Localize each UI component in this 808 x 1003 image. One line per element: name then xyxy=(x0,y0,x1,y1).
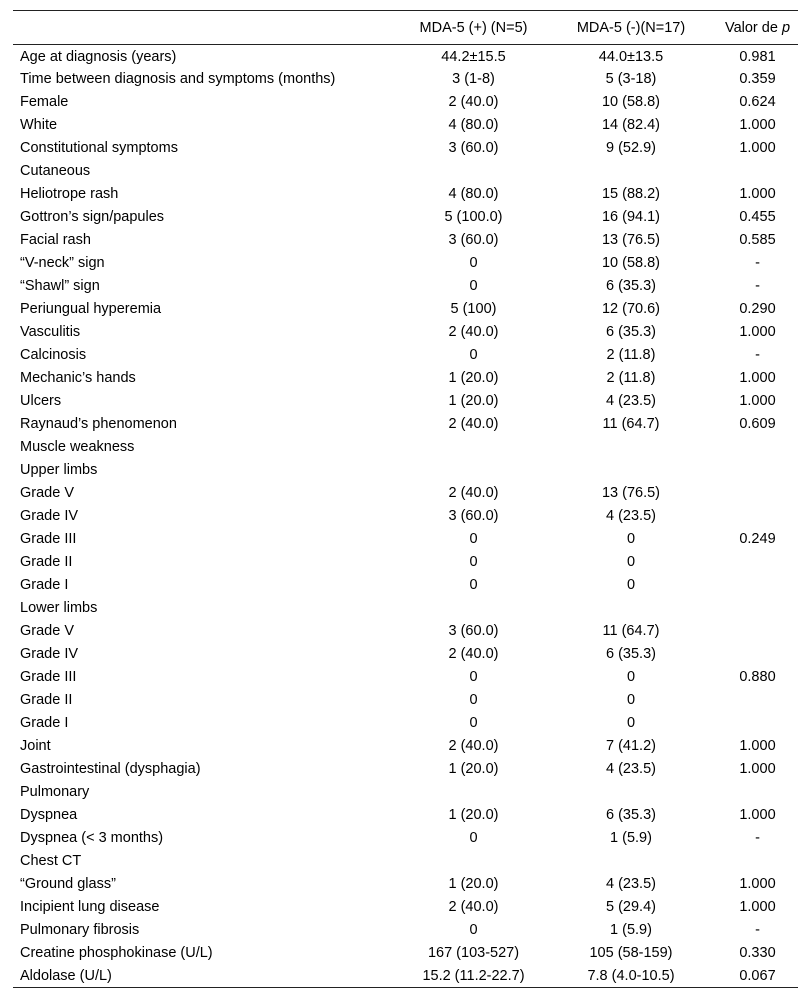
mda5-positive-value: 2 (40.0) xyxy=(448,324,499,340)
mda5-negative-value: 7.8 (4.0-10.5) xyxy=(587,967,675,984)
p-value: 0.609 xyxy=(739,416,776,432)
mda5-negative-value xyxy=(545,597,717,620)
mda5-positive-value: 15.2 (11.2-22.7) xyxy=(422,967,525,984)
table-row xyxy=(13,643,798,666)
p-value: 1.000 xyxy=(739,761,776,777)
row-label: “Shawl” sign xyxy=(20,278,100,294)
table-row xyxy=(13,114,798,137)
table-row xyxy=(13,919,798,942)
row-label: Aldolase (U/L) xyxy=(20,967,112,984)
mda5-negative-value: 15 (88.2) xyxy=(601,186,661,202)
mda5-negative-value: 14 (82.4) xyxy=(601,117,661,133)
row-label: Creatine phosphokinase (U/L) xyxy=(20,945,213,961)
table-row xyxy=(13,45,798,68)
table-row xyxy=(13,344,798,367)
row-label: “V-neck” sign xyxy=(20,255,105,271)
mda5-positive-value xyxy=(402,850,545,873)
mda5-positive-value xyxy=(402,459,545,482)
mda5-positive-value: 0 xyxy=(469,554,478,570)
table-row xyxy=(13,252,798,275)
mda5-positive-value: 4 (80.0) xyxy=(448,117,499,133)
table-row xyxy=(13,712,798,735)
mda5-positive-value: 1 (20.0) xyxy=(448,876,499,892)
table-row xyxy=(13,528,798,551)
mda5-positive-value: 3 (60.0) xyxy=(448,623,499,639)
header-mda5-negative: MDA-5 (-)(N=17) xyxy=(576,19,686,36)
p-value xyxy=(717,574,798,597)
mda5-negative-value: 0 xyxy=(626,692,636,708)
p-value: 1.000 xyxy=(739,807,776,823)
table-row xyxy=(13,137,798,160)
row-label: Incipient lung disease xyxy=(20,899,160,915)
header-p-italic: p xyxy=(781,19,791,36)
mda5-positive-value: 3 (60.0) xyxy=(448,508,499,524)
p-value: 0.585 xyxy=(739,232,776,248)
p-value: 1.000 xyxy=(739,899,776,915)
row-label: Periungual hyperemia xyxy=(20,301,162,317)
p-value: 1.000 xyxy=(739,393,776,409)
p-value xyxy=(717,620,798,643)
p-value: 0.880 xyxy=(739,669,776,685)
p-value: - xyxy=(755,278,760,294)
table-row xyxy=(13,91,798,114)
mda5-negative-value: 5 (3-18) xyxy=(605,71,657,87)
mda5-negative-value: 1 (5.9) xyxy=(610,830,652,846)
p-value: - xyxy=(755,830,760,846)
mda5-positive-value: 2 (40.0) xyxy=(448,416,499,432)
row-label: Grade I xyxy=(20,577,69,593)
table-row xyxy=(13,390,798,413)
table-row xyxy=(13,735,798,758)
table-row xyxy=(13,781,798,804)
row-label: Grade II xyxy=(20,554,73,570)
row-label: Grade IV xyxy=(20,508,79,524)
row-label: White xyxy=(20,117,58,133)
table-header xyxy=(13,11,798,45)
mda5-positive-value xyxy=(402,781,545,804)
row-label: Grade III xyxy=(20,531,77,547)
mda5-negative-value: 10 (58.8) xyxy=(601,94,661,110)
mda5-positive-value: 1 (20.0) xyxy=(448,370,499,386)
mda5-negative-value: 4 (23.5) xyxy=(606,508,656,524)
mda5-negative-value: 0 xyxy=(626,554,636,570)
p-value xyxy=(717,551,798,574)
row-label: Grade IV xyxy=(20,646,79,662)
row-label: Age at diagnosis (years) xyxy=(20,49,177,66)
mda5-negative-value: 0 xyxy=(626,715,636,731)
mda5-positive-value: 0 xyxy=(469,347,478,363)
table-row xyxy=(13,666,798,689)
mda5-negative-value: 6 (35.3) xyxy=(606,278,656,294)
row-label: Heliotrope rash xyxy=(20,186,119,202)
results-table xyxy=(13,10,798,988)
mda5-positive-value: 2 (40.0) xyxy=(448,485,499,501)
row-label: Facial rash xyxy=(20,232,91,248)
table-body xyxy=(13,45,798,988)
mda5-negative-value: 5 (29.4) xyxy=(606,899,656,915)
mda5-positive-value: 0 xyxy=(469,830,478,846)
p-value: 1.000 xyxy=(739,876,776,892)
table-row xyxy=(13,551,798,574)
p-value xyxy=(717,482,798,505)
row-label: Chest CT xyxy=(20,853,82,869)
table-row xyxy=(13,68,798,91)
p-value: 1.000 xyxy=(739,117,776,133)
row-label: Joint xyxy=(20,738,51,754)
row-label: Ulcers xyxy=(20,393,62,409)
row-label: Gottron’s sign/papules xyxy=(20,209,165,225)
mda5-negative-value: 4 (23.5) xyxy=(606,876,656,892)
p-value: 0.249 xyxy=(739,531,776,547)
row-label: Grade I xyxy=(20,715,69,731)
row-label: Pulmonary xyxy=(20,784,90,800)
row-label: Gastrointestinal (dysphagia) xyxy=(20,761,201,777)
row-label: Grade V xyxy=(20,485,74,501)
row-label: Grade III xyxy=(20,669,77,685)
mda5-positive-value xyxy=(402,436,545,459)
mda5-negative-value xyxy=(545,160,717,183)
row-label: Cutaneous xyxy=(20,163,91,179)
mda5-positive-value: 4 (80.0) xyxy=(448,186,499,202)
row-label: Time between diagnosis and symptoms (months) xyxy=(20,71,336,87)
p-value: 0.624 xyxy=(739,94,776,110)
row-label: Lower limbs xyxy=(20,600,98,616)
p-value xyxy=(717,781,798,804)
mda5-positive-value: 3 (60.0) xyxy=(448,140,499,156)
p-value xyxy=(717,689,798,712)
mda5-positive-value: 0 xyxy=(469,278,478,294)
mda5-positive-value: 2 (40.0) xyxy=(448,94,499,110)
p-value: 1.000 xyxy=(739,140,776,156)
table-row xyxy=(13,436,798,459)
mda5-negative-value: 10 (58.8) xyxy=(601,255,661,271)
p-value: 0.067 xyxy=(739,967,776,984)
mda5-negative-value: 1 (5.9) xyxy=(610,922,652,938)
row-label: Calcinosis xyxy=(20,347,87,363)
mda5-positive-value: 44.2±15.5 xyxy=(441,49,506,66)
header-row xyxy=(13,11,798,45)
mda5-positive-value xyxy=(402,597,545,620)
p-value: 1.000 xyxy=(739,186,776,202)
mda5-negative-value: 44.0±13.5 xyxy=(598,49,664,66)
mda5-negative-value: 11 (64.7) xyxy=(602,416,660,432)
p-value: - xyxy=(755,922,760,938)
mda5-positive-value xyxy=(402,160,545,183)
table-row xyxy=(13,298,798,321)
row-label: Dyspnea (< 3 months) xyxy=(20,830,164,846)
mda5-negative-value: 12 (70.6) xyxy=(601,301,661,317)
mda5-negative-value xyxy=(545,781,717,804)
mda5-positive-value: 1 (20.0) xyxy=(448,393,499,409)
mda5-positive-value: 2 (40.0) xyxy=(448,899,499,915)
row-label: Constitutional symptoms xyxy=(20,140,178,156)
mda5-positive-value: 0 xyxy=(469,531,478,547)
mda5-positive-value: 0 xyxy=(469,692,478,708)
table-row xyxy=(13,850,798,873)
table-row xyxy=(13,183,798,206)
p-value xyxy=(717,850,798,873)
mda5-positive-value: 1 (20.0) xyxy=(448,807,499,823)
mda5-positive-value: 0 xyxy=(469,715,478,731)
mda5-negative-value: 0 xyxy=(626,669,636,685)
table-row xyxy=(13,459,798,482)
row-label: Raynaud’s phenomenon xyxy=(20,416,177,432)
header-mda5-positive: MDA-5 (+) (N=5) xyxy=(419,19,528,36)
row-label: Pulmonary fibrosis xyxy=(20,922,140,938)
p-value: 1.000 xyxy=(739,370,776,386)
mda5-negative-value: 4 (23.5) xyxy=(606,393,656,409)
table-row xyxy=(13,827,798,850)
mda5-negative-value: 6 (35.3) xyxy=(606,807,656,823)
table-row xyxy=(13,206,798,229)
header-p-value xyxy=(717,11,798,45)
table-row xyxy=(13,413,798,436)
p-value xyxy=(717,597,798,620)
table-row xyxy=(13,321,798,344)
table-row xyxy=(13,160,798,183)
results-table-container xyxy=(13,10,798,988)
table-row xyxy=(13,597,798,620)
p-value: 0.981 xyxy=(739,49,776,66)
mda5-negative-value: 7 (41.2) xyxy=(606,738,656,754)
row-label: Upper limbs xyxy=(20,462,98,478)
p-value: 0.455 xyxy=(739,209,776,225)
mda5-negative-value xyxy=(545,850,717,873)
mda5-negative-value: 6 (35.3) xyxy=(606,324,656,340)
p-value xyxy=(717,436,798,459)
table-row xyxy=(13,275,798,298)
row-label: “Ground glass” xyxy=(20,876,116,892)
p-value: 0.330 xyxy=(739,945,776,961)
mda5-negative-value: 16 (94.1) xyxy=(601,209,661,225)
mda5-negative-value: 0 xyxy=(626,531,636,547)
row-label: Vasculitis xyxy=(20,324,81,340)
table-row xyxy=(13,505,798,528)
row-label: Grade V xyxy=(20,623,74,639)
mda5-negative-value xyxy=(545,459,717,482)
mda5-positive-value: 5 (100.0) xyxy=(444,209,503,225)
table-row xyxy=(13,620,798,643)
mda5-negative-value: 13 (76.5) xyxy=(601,232,661,248)
table-row xyxy=(13,229,798,252)
mda5-negative-value: 13 (76.5) xyxy=(601,485,661,501)
p-value: 1.000 xyxy=(739,324,776,340)
p-value xyxy=(717,643,798,666)
p-value xyxy=(717,505,798,528)
row-label: Muscle weakness xyxy=(20,439,135,455)
mda5-positive-value: 3 (60.0) xyxy=(448,232,499,248)
mda5-negative-value: 2 (11.8) xyxy=(606,370,656,386)
mda5-negative-value: 2 (11.8) xyxy=(606,347,656,363)
mda5-positive-value: 0 xyxy=(469,922,478,938)
mda5-positive-value: 0 xyxy=(469,255,478,271)
row-label: Grade II xyxy=(20,692,73,708)
mda5-negative-value xyxy=(545,436,717,459)
mda5-positive-value: 2 (40.0) xyxy=(448,646,499,662)
table-row xyxy=(13,482,798,505)
table-row xyxy=(13,965,798,988)
header-p-prefix: Valor de xyxy=(724,19,782,36)
mda5-negative-value: 4 (23.5) xyxy=(606,761,656,777)
p-value: 1.000 xyxy=(739,738,776,754)
table-row xyxy=(13,367,798,390)
table-row xyxy=(13,689,798,712)
mda5-negative-value: 0 xyxy=(626,577,636,593)
table-row xyxy=(13,758,798,781)
mda5-negative-value: 105 (58-159) xyxy=(589,945,673,961)
mda5-negative-value: 11 (64.7) xyxy=(602,623,660,639)
row-label: Female xyxy=(20,94,69,110)
mda5-positive-value: 0 xyxy=(469,577,478,593)
mda5-negative-value: 6 (35.3) xyxy=(606,646,656,662)
p-value xyxy=(717,160,798,183)
mda5-positive-value: 0 xyxy=(469,669,478,685)
mda5-negative-value: 9 (52.9) xyxy=(606,140,656,156)
table-row xyxy=(13,804,798,827)
row-label: Mechanic’s hands xyxy=(20,370,136,386)
mda5-positive-value: 167 (103-527) xyxy=(427,945,520,961)
p-value xyxy=(717,459,798,482)
table-row xyxy=(13,942,798,965)
p-value: - xyxy=(755,255,760,271)
table-row xyxy=(13,873,798,896)
table-row xyxy=(13,896,798,919)
p-value: - xyxy=(755,347,760,363)
mda5-positive-value: 1 (20.0) xyxy=(448,761,499,777)
p-value: 0.359 xyxy=(739,71,776,87)
header-variable xyxy=(13,11,402,45)
table-row xyxy=(13,574,798,597)
mda5-positive-value: 3 (1-8) xyxy=(452,71,495,87)
p-value: 0.290 xyxy=(739,301,776,317)
row-label: Dyspnea xyxy=(20,807,78,823)
p-value xyxy=(717,712,798,735)
mda5-positive-value: 2 (40.0) xyxy=(448,738,499,754)
mda5-positive-value: 5 (100) xyxy=(450,301,497,317)
